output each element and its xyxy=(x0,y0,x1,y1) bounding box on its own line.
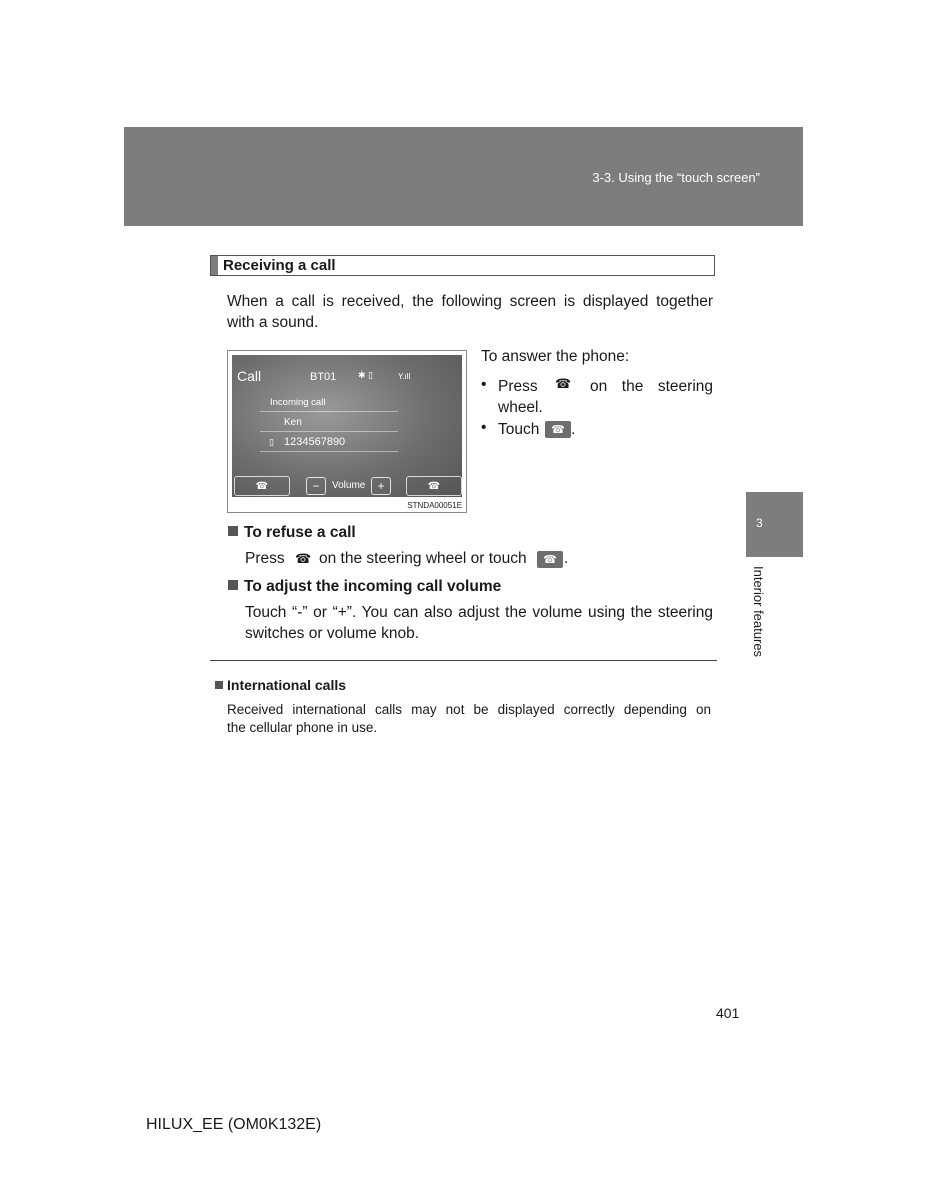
answer-intro: To answer the phone: xyxy=(481,348,630,365)
chapter-number: 3 xyxy=(756,516,763,530)
volume-heading-text: To adjust the incoming call volume xyxy=(244,578,502,595)
hang-up-phone-icon: ☎ xyxy=(427,480,441,492)
answer-bullet-end: . xyxy=(571,421,576,438)
refuse-rest: on the steering wheel or touch xyxy=(319,550,527,567)
screen-button-row xyxy=(232,473,462,497)
incoming-call-screen-illustration xyxy=(227,350,467,513)
note-heading xyxy=(215,677,346,693)
square-bullet-icon xyxy=(215,681,223,689)
volume-line-2: switches or volume knob. xyxy=(245,625,420,642)
refuse-heading xyxy=(228,524,356,542)
screen-divider xyxy=(260,411,398,412)
hang-up-button[interactable] xyxy=(406,476,462,496)
volume-heading xyxy=(228,578,501,596)
bullet-marker: • xyxy=(481,376,487,393)
answer-bullet-line2: wheel. xyxy=(498,399,543,416)
heading-accent-bar xyxy=(211,256,218,275)
chapter-label: Interior features xyxy=(751,566,766,658)
caller-number: 1234567890 xyxy=(284,436,346,448)
section-heading-text: Receiving a call xyxy=(223,257,336,274)
square-bullet-icon xyxy=(228,580,238,590)
note-line-1: Received international calls may not be displayed correctly depending on xyxy=(227,702,711,717)
bluetooth-battery-icon: ✱ ▯ xyxy=(358,370,373,380)
note-line-2: the cellular phone in use. xyxy=(227,720,378,735)
answer-phone-icon: ☎ xyxy=(255,480,269,492)
steering-talk-switch-icon: ☎ xyxy=(555,376,572,391)
square-bullet-icon xyxy=(228,526,238,536)
answer-call-button[interactable] xyxy=(234,476,290,496)
intro-line-2: with a sound. xyxy=(227,314,319,331)
volume-up-button[interactable]: + xyxy=(371,477,391,495)
page-number: 401 xyxy=(716,1005,740,1021)
refuse-end: . xyxy=(564,550,569,567)
section-reference: 3-3. Using the “touch screen” xyxy=(592,170,760,185)
screen-divider xyxy=(260,431,398,432)
caller-name: Ken xyxy=(284,417,302,428)
signal-icon: Y.ıll xyxy=(398,372,411,381)
answer-bullet-press: Press xyxy=(498,378,538,395)
screen-title: Call xyxy=(237,368,262,384)
hangup-button-icon: ☎ xyxy=(537,551,563,568)
refuse-press: Press xyxy=(245,550,285,567)
answer-bullet-rest: on the steering xyxy=(590,378,713,395)
illustration-code: STNDA00051E xyxy=(407,501,462,510)
volume-line-1: Touch “-” or “+”. You can also adjust the volume using the steering xyxy=(245,604,713,621)
section-divider xyxy=(210,660,717,661)
steering-hangup-switch-icon: ☎ xyxy=(295,551,312,566)
intro-line-1: When a call is received, the following screen is displayed together xyxy=(227,293,713,310)
refuse-heading-text: To refuse a call xyxy=(244,524,356,541)
note-heading-text: International calls xyxy=(227,677,347,693)
answer-bullet-touch: Touch xyxy=(498,421,540,438)
answer-button-icon: ☎ xyxy=(545,421,571,438)
screen-divider xyxy=(260,451,398,452)
volume-label: Volume xyxy=(332,480,366,491)
bullet-marker: • xyxy=(481,419,487,436)
screen-device-name: BT01 xyxy=(310,371,337,383)
document-code: HILUX_EE (OM0K132E) xyxy=(146,1116,322,1133)
chapter-tab xyxy=(746,492,803,557)
incoming-call-screen xyxy=(232,355,462,497)
mobile-phone-icon: ▯ xyxy=(269,437,274,447)
volume-down-button[interactable]: − xyxy=(306,477,326,495)
section-heading xyxy=(210,255,715,276)
incoming-call-label: Incoming call xyxy=(270,397,326,408)
header-band xyxy=(124,127,803,226)
